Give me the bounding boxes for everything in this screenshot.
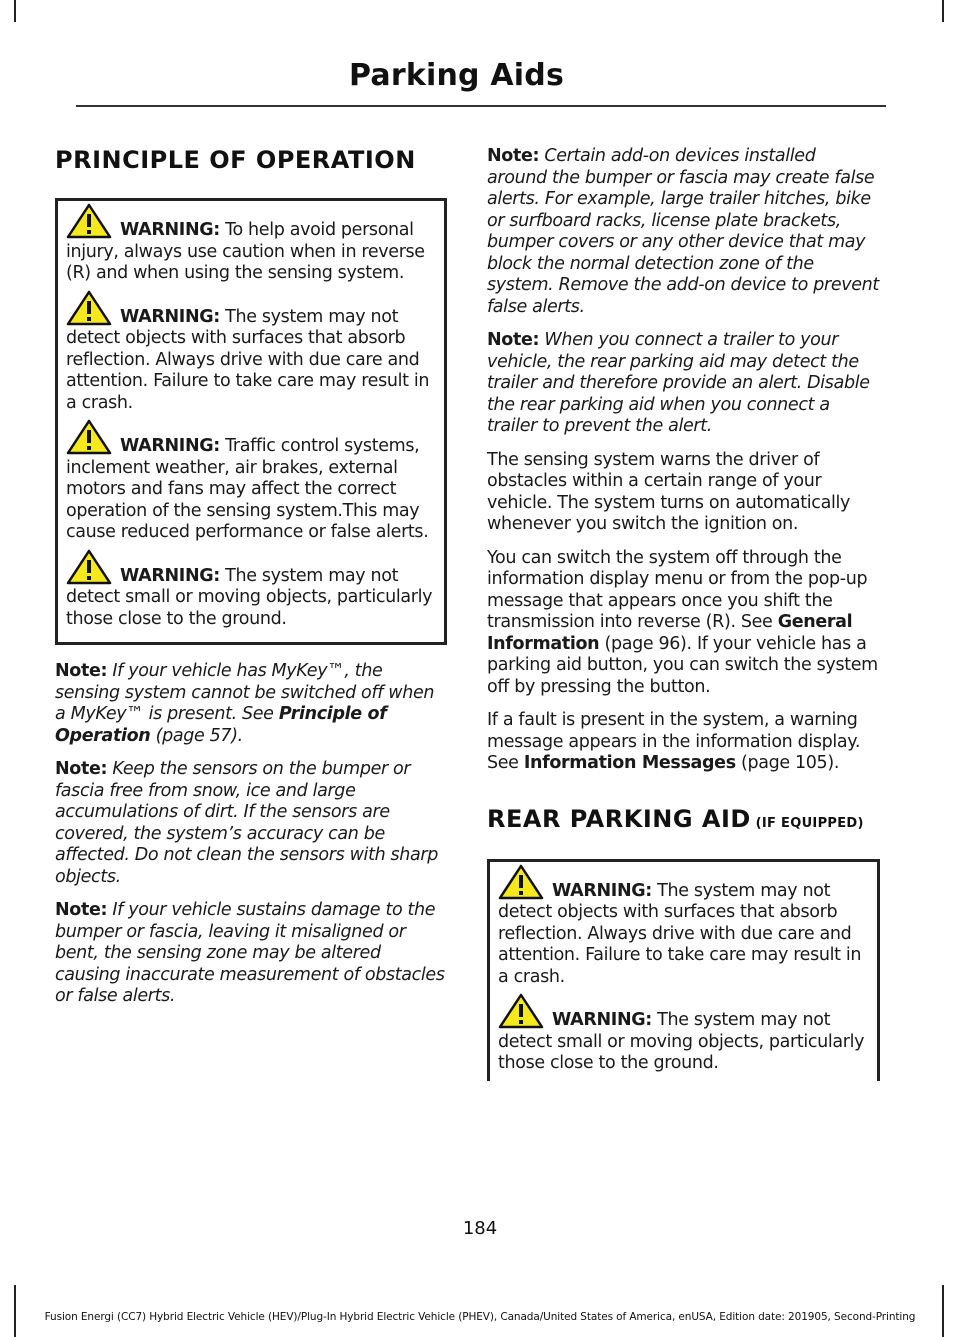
section-heading-principle: PRINCIPLE OF OPERATION: [55, 146, 416, 174]
warning-triangle-icon: [66, 549, 112, 585]
crop-mark: [942, 0, 944, 22]
warning-triangle-icon: [66, 419, 112, 455]
note-text: Certain add-on devices installed around the bumper or fascia may create false alerts. For example, large trailer hitches, bike or surfboard racks, license plate brackets, bumper covers or any other device that may block the normal detection zone of the system. Remove the add-on device to prevent false alerts.: [487, 146, 879, 317]
paragraph-sensing-system: The sensing system warns the driver of obstacles within a certain range of your vehicle. The system turns on automatically whenever you switch the ignition on.: [487, 449, 850, 534]
warning-text: To help avoid personal injury, always use caution when in reverse (R) and when using the sensing system.: [66, 220, 425, 283]
right-column: [487, 146, 880, 1081]
paragraph-fault: [487, 710, 880, 775]
cross-reference-link[interactable]: Information Messages: [523, 753, 736, 773]
warning-text: The system may not detect objects with surfaces that absorb reflection. Always drive with due care and attention. Failure to take care may result in a crash.: [498, 880, 862, 987]
left-column: [55, 140, 447, 1020]
note-text: When you connect a trailer to your vehicle, the rear parking aid may detect the trailer and therefore provide an alert. Disable the rear parking aid when you connect a trailer to prevent the alert.: [487, 330, 870, 436]
note-text: If your vehicle sustains damage to the bumper or fascia, leaving it misaligned or bent, the sensing zone may be altered causing inaccurate measurement of obstacles or false alerts.: [55, 900, 445, 1006]
page-reference: (page 96).: [599, 633, 692, 654]
note-sensors: [55, 759, 447, 888]
note-trailer: [487, 330, 880, 438]
warning-triangle-icon: [66, 203, 112, 239]
warning-label: WARNING:: [120, 565, 220, 586]
warning-box: [487, 859, 880, 1081]
warning-label: WARNING:: [120, 220, 220, 240]
warning-text: The system may not detect small or moving objects, particularly those close to the ground.: [66, 565, 433, 629]
note-text: Keep the sensors on the bumper or fascia free from snow, ice and large accumulations of dirt. If the sensors are covered, the system’s accuracy can be affected. Do not clean the sensors with sharp objects.: [55, 759, 439, 887]
warning-text: The system may not detect objects with surfaces that absorb reflection. Always drive with due care and attention. Failure to take care may result in a crash.: [66, 306, 430, 413]
warning-item: [66, 429, 436, 544]
paragraph-text: If a fault is present in the system, a warning message appears in the information display. See: [487, 710, 861, 773]
heading-qualifier: (IF EQUIPPED): [750, 815, 864, 831]
warning-triangle-icon: [66, 290, 112, 326]
note-label: Note:: [55, 661, 108, 681]
note-label: Note:: [487, 330, 540, 350]
cross-reference-link[interactable]: General Information: [487, 612, 853, 654]
note-label: Note:: [55, 900, 108, 920]
note-addon-devices: [487, 146, 880, 318]
heading-text: REAR PARKING AID: [487, 804, 751, 833]
note-label: Note:: [55, 759, 108, 779]
warning-label: WARNING:: [552, 880, 652, 901]
warning-item: [66, 213, 436, 285]
note-damage: [55, 900, 447, 1008]
warning-text: The system may not detect small or moving objects, particularly those close to the ground.: [498, 1010, 865, 1073]
warning-item: [66, 300, 436, 415]
note-text: If your vehicle has MyKey™, the sensing system cannot be switched off when a MyKey™ is present. See: [55, 661, 435, 724]
warning-label: WARNING:: [120, 306, 220, 327]
page-title: Parking Aids: [349, 58, 564, 93]
warning-label: WARNING:: [552, 1010, 652, 1030]
warning-triangle-icon: [498, 993, 544, 1029]
page-reference: (page 57).: [150, 725, 243, 746]
section-heading-rear-parking-aid: [487, 805, 880, 833]
warning-label: WARNING:: [120, 436, 220, 456]
paragraph-text: You can switch the system off through the information display menu or from the pop-up message that appears once you shift the transmission into reverse (R). See: [487, 547, 868, 632]
warning-item: [66, 559, 436, 631]
page-number: 184: [462, 1218, 498, 1239]
paragraph-text: If your vehicle has a parking aid button, you can switch the system off by pressing the button.: [487, 633, 878, 697]
warning-item: [498, 874, 869, 989]
header-divider: [76, 105, 886, 107]
footer-edition-info: Fusion Energi (CC7) Hybrid Electric Vehicle (HEV)/Plug-In Hybrid Electric Vehicle (PHEV), Canada/United States of America, enUSA, Edition date: 201905, Second-Printing: [44, 1311, 916, 1323]
warning-triangle-icon: [498, 864, 544, 900]
warning-text: Traffic control systems, inclement weather, air brakes, external motors and fans may affect the correct operation of the sensing system.This may cause reduced performance or false alerts.: [66, 436, 429, 542]
warning-item: [498, 1003, 869, 1075]
paragraph-switch-off: [487, 548, 880, 699]
note-label: Note:: [487, 146, 540, 166]
note-mykey: [55, 661, 447, 747]
page-reference: (page 105).: [735, 753, 840, 773]
crop-mark: [14, 0, 16, 22]
cross-reference-link[interactable]: Principle of Operation: [55, 704, 387, 746]
warning-box: [55, 198, 447, 645]
